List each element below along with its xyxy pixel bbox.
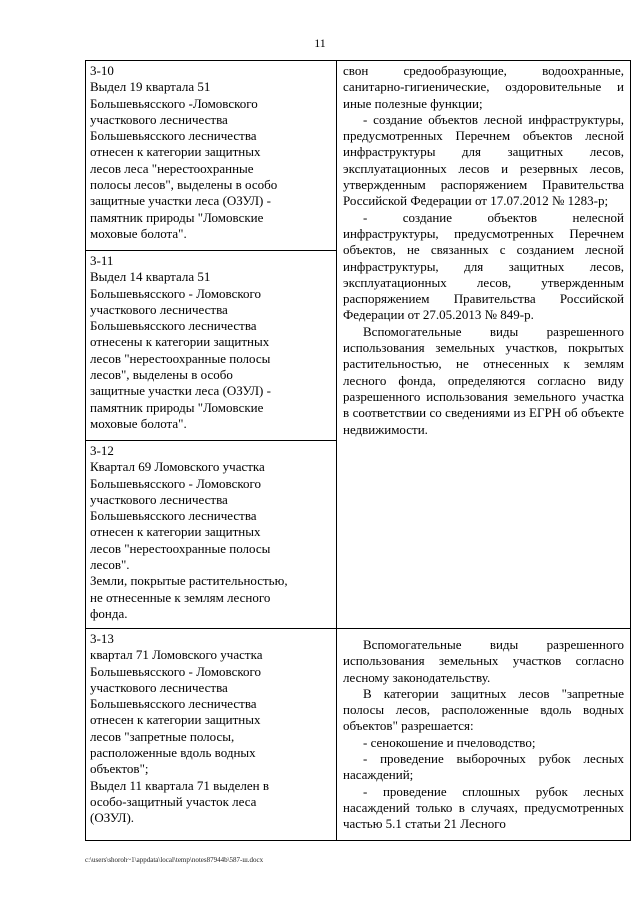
cell-line: особо-защитный участок леса [90, 793, 257, 809]
paragraph: - сенокошение и пчеловодство; [363, 734, 536, 750]
cell-line: памятник природы "Ломовские [90, 399, 264, 415]
cell-line: отнесен к категории защитных [90, 524, 261, 540]
cell-line: Большевьясского -Ломовского [90, 95, 258, 111]
table-row [86, 61, 631, 251]
permitted-use-cell-top [337, 61, 631, 629]
cell-line: Большевьясского - Ломовского [90, 285, 262, 301]
cell-line: Большевьясского лесничества [90, 508, 257, 524]
cell-line: Выдел 14 квартала 51 [90, 269, 211, 285]
cell-line: Большевьясского - Ломовского [90, 663, 262, 679]
cell-line: квартал 71 Ломовского участка [90, 647, 263, 663]
paragraph: В категории защитных лесов "запретные полосы лесов, расположенные вдоль водных объектов" разрешается: [343, 685, 624, 734]
cell-line: отнесен к категории защитных [90, 712, 261, 728]
cell-line: лесов". [90, 557, 130, 573]
zone-cell-3-11 [86, 251, 337, 441]
paragraph: - создание объектов нелесной инфраструктуры, предусмотренных Перечнем объектов, не связанных с созданием лесной инфраструктуры, для защитных лесов, эксплуатационных лесов, утвержденным распоряжением Правительства Российской Федерации от 27.05.2013 № 849-р. [343, 209, 624, 323]
cell-line: объектов"; [90, 761, 149, 777]
document-file-path: c:\users\shoroh~1\appdata\local\temp\notes87944b\587-ш.docx [85, 856, 264, 864]
paragraph: Вспомогательные виды разрешенного использования земельных участков согласно лесному законодательству. [343, 637, 624, 685]
page-number: 11 [314, 36, 326, 50]
zone-cell-3-10 [86, 61, 337, 251]
cell-line: (ОЗУЛ). [90, 810, 135, 826]
cell-line: не отнесенные к землям лесного [90, 589, 271, 605]
cell-line: Большевьясского лесничества [90, 696, 257, 712]
cell-line: Земли, покрытые растительностью, [90, 573, 288, 589]
cell-line: Выдел 11 квартала 71 выделен в [90, 777, 270, 793]
table-row [86, 629, 631, 841]
cell-line: участкового лесничества [90, 301, 228, 317]
cell-line: Большевьясского лесничества [90, 318, 257, 334]
paragraph: - проведение сплошных рубок лесных насаждений только в случаях, предусмотренных частью 5.1 статьи 21 Лесного [343, 783, 624, 832]
cell-line: Квартал 69 Ломовского участка [90, 459, 265, 475]
paragraph: - проведение выборочных рубок лесных насаждений; [343, 751, 624, 783]
cell-line: участкового лесничества [90, 679, 228, 695]
cell-line: лесов "запретные полосы, [90, 728, 235, 744]
cell-line: Выдел 19 квартала 51 [90, 79, 211, 95]
cell-line: моховые болота". [90, 225, 187, 241]
cell-line: защитные участки леса (ОЗУЛ) - [90, 193, 271, 209]
cell-line: памятник природы "Ломовские [90, 209, 264, 225]
paragraph: Вспомогательные виды разрешенного использования земельных участков, покрытых растительностью, не отнесенных к землям лесного фонда, определяются согласно виду разрешенного использования земельного участка в соответствии со сведениями из ЕГРН об объекте недвижимости. [343, 323, 624, 437]
cell-line: лесов "нерестоохранные полосы [90, 350, 271, 366]
cell-line: участкового лесничества [90, 111, 228, 127]
zone-code: 3-13 [90, 631, 114, 646]
zone-code: 3-10 [90, 63, 114, 78]
cell-line: Большевьясского лесничества [90, 128, 257, 144]
cell-line: моховые болота". [90, 415, 187, 431]
cell-line: лесов леса "нерестоохранные [90, 160, 254, 176]
cell-line: отнесены к категории защитных [90, 334, 270, 350]
permitted-use-cell-bottom [337, 629, 631, 841]
cell-line: расположенные вдоль водных [90, 745, 256, 761]
paragraph: свон средообразующие, водоохранные, санитарно-гигиенические, оздоровительные и иные полезные функции; [343, 63, 624, 111]
cell-line: участкового лесничества [90, 491, 228, 507]
zone-cell-3-13 [86, 629, 337, 841]
zoning-table [85, 60, 631, 841]
cell-line: отнесен к категории защитных [90, 144, 261, 160]
paragraph: - создание объектов лесной инфраструктуры, предусмотренных Перечнем объектов лесной инфраструктуры для защитных лесов, эксплуатационных лесов и резервных лесов, утвержденным распоряжением Правительства Российской Федерации от 17.07.2012 № 1283-р; [343, 111, 624, 209]
cell-line: Большевьясского - Ломовского [90, 475, 262, 491]
zone-code: 3-11 [90, 253, 114, 268]
cell-line: защитные участки леса (ОЗУЛ) - [90, 383, 271, 399]
cell-line: полосы лесов", выделены в особо [90, 177, 278, 193]
zone-code: 3-12 [90, 443, 114, 458]
zone-cell-3-12 [86, 441, 337, 629]
cell-line: лесов", выделены в особо [90, 367, 233, 383]
cell-line: фонда. [90, 605, 128, 621]
cell-line: лесов "нерестоохранные полосы [90, 540, 271, 556]
